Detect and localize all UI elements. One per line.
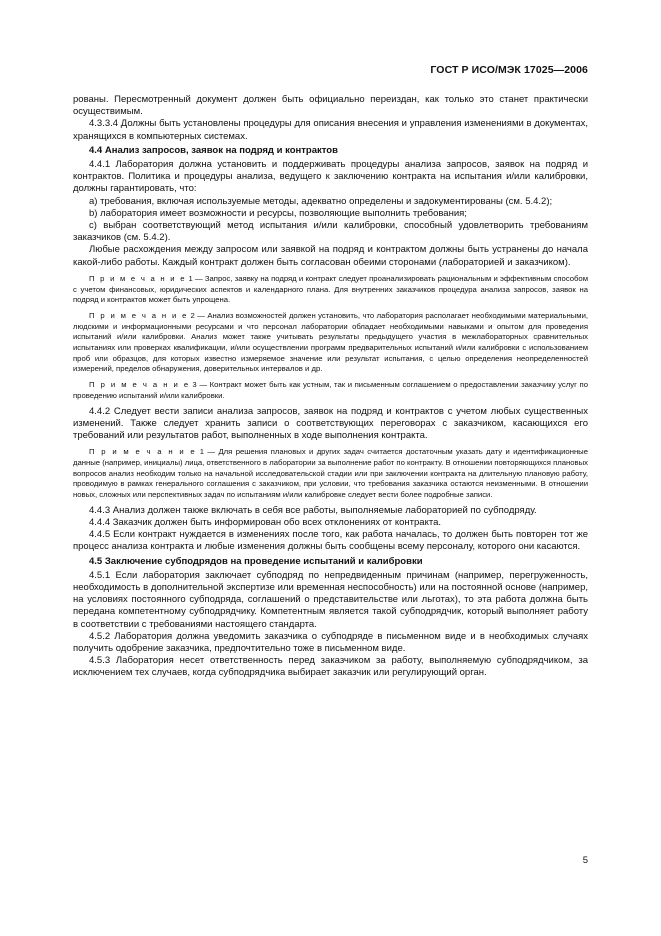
list-item-b: b) лаборатория имеет возможности и ресурсы, позволяющие выполнить требования; [89,207,467,219]
note-1 [73,274,588,306]
page-number: 5 [582,855,588,866]
note-label: П р и м е ч а н и е [89,447,197,457]
document-page [73,0,588,936]
paragraph-4-4-2: 4.4.2 Следует вести записи анализа запросов, заявок на подряд и контрактов с учетом любых существенных изменений. Также следует хранить записи о соответствующих переговорах с заказчиком, касающихся его требований или результатов работ, выполненных в ходе выполнения контракта. [73,405,588,441]
note-text: 1 — Запрос, заявку на подряд и контракт следует проанализировать рациональным и эффективным способом с учетом финансовых, юридических аспектов и календарного плана. Для внутренних заказчиков процедура анализа запросов, заявок на подряд и контрактов может быть упрощена. [73,273,588,305]
document-body [73,94,588,680]
paragraph-4-4-4: 4.4.4 Заказчик должен быть информирован обо всех отклонениях от контракта. [89,516,442,528]
paragraph-4-5-3: 4.5.3 Лаборатория несет ответственность перед заказчиком за работу, выполняемую субподрядчиком, за исключением тех случаев, когда субподрядчика выбирает заказчик или регулирующий орган. [73,655,588,679]
note-label: П р и м е ч а н и е [89,310,189,320]
paragraph-4-5-2: 4.5.2 Лаборатория должна уведомить заказчика о субподряде в письменном виде и в необходимых случаях получить одобрение заказчика, предпочтительно тоже в письменном виде. [73,630,588,654]
list-item-c: c) выбран соответствующий метод испытания и/или калибровки, способный удовлетворить требованиям заказчиков (см. 5.4.2). [73,220,588,244]
note-text: 2 — Анализ возможностей должен установить, что лаборатория располагает необходимыми материальными, людскими и информационными ресурсами и что персонал лаборатории обладает необходимыми навыками и опытом для проведения испытаний и/или калибровки. Анализ может также учитывать результаты предыдущего участия в межлабораторных сравнительных испытаниях или проверках квалификации, и/или осуществлении программ предварительных испытаний и/или калибровки с использованием проб или образцов, для которых известно измеряемое значение или результат испытания, с целью определения неопределенностей измерений, пределов обнаружения, доверительных интервалов и др. [73,310,588,374]
paragraph-4-3-3-4: 4.3.3.4 Должны быть установлены процедуры для описания внесения и управления изменениями в документах, хранящихся в компьютерных системах. [73,118,588,142]
section-heading-4-5: 4.5 Заключение субподрядов на проведение испытаний и калибровки [89,555,423,567]
note-2 [73,311,588,375]
paragraph-4-4-1: 4.4.1 Лаборатория должна установить и поддерживать процедуры анализа запросов, заявок на подряд и контрактов. Политика и процедуры анализа, ведущего к заключению контракта на испытания и/или калибровки, должны гарантировать, что: [73,159,588,195]
note-label: П р и м е ч а н и е [89,380,190,390]
paragraph: рованы. Пересмотренный документ должен быть официально переиздан, как только это станет практически осуществимым. [73,94,588,118]
note-4-4-2 [73,447,588,501]
paragraph-4-5-1: 4.5.1 Если лаборатория заключает субподряд по непредвиденным причинам (например, перегруженность, необходимость в дополнительной экспертизе или временная неспособность) или на постоянной основе (например, на условиях постоянного субподряда, соглашений о представительстве или льготах), то эта работа должна быть передана компетентному субподрядчику. Компетентным является такой субподрядчик, который выполняет работу в соответствии с требованиями настоящего стандарта. [73,569,588,630]
paragraph-discrepancies: Любые расхождения между запросом или заявкой на подряд и контрактом должны быть устранены до начала какой-либо работы. Каждый контракт должен быть согласован обеими сторонами (лабораторией и заказчиком). [73,244,588,268]
note-label: П р и м е ч а н и е [89,273,187,283]
note-text: 1 — Для решения плановых и других задач считается достаточным указать дату и идентификационные данные (например, инициалы) лица, ответственного в лаборатории за выполнение работ по контракту. В отношении повторяющихся плановых вопросов анализ необходим только на начальной исследовательской стадии или при заключении контракта на длительную плановую работу, проводимую в рамках генерального соглашения с заказчиком, при условии, что требования заказчика остаются неизменными. В отношении новых, сложных или перспективных задач по испытаниям и/или калибровке следует вести более подробные записи. [73,447,588,499]
list-item-a: a) требования, включая используемые методы, адекватно определены и задокументированы (см. 5.4.2); [89,195,553,207]
page-header: ГОСТ Р ИСО/МЭК 17025—2006 [430,64,588,76]
paragraph-4-4-3: 4.4.3 Анализ должен также включать в себя все работы, выполняемые лабораторией по субподряду. [89,504,537,516]
paragraph-4-4-5: 4.4.5 Если контракт нуждается в изменениях после того, как работа началась, то должен быть повторен тот же процесс анализа контракта и любые изменения должны быть сообщены всему персоналу, которого они касаются. [73,529,588,553]
note-text: 3 — Контракт может быть как устным, так и письменным соглашением о предоставлении заказчику услуг по проведению испытаний и/или калибровки. [73,380,588,400]
section-heading-4-4: 4.4 Анализ запросов, заявок на подряд и контрактов [89,144,338,156]
note-3 [73,380,588,401]
